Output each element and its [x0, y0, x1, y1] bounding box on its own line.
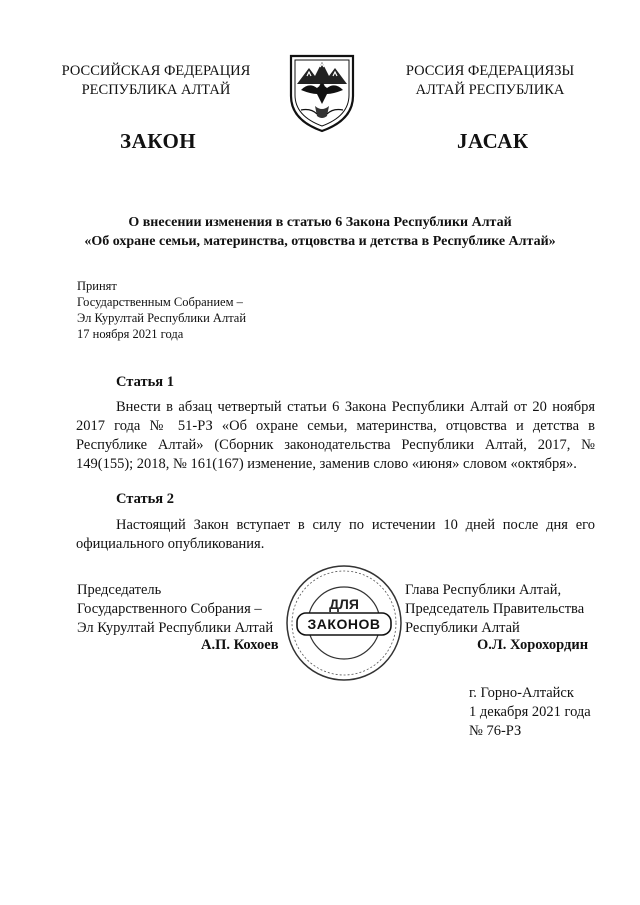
adoption-line1: Принят [77, 279, 117, 293]
country-name-alt: РОССИЯ ФЕДЕРАЦИЯЗЫ [405, 63, 575, 79]
header-right [390, 62, 590, 100]
law-subject-line1: О внесении изменения в статью 6 Закона Республики Алтай [128, 215, 512, 230]
stamp-text-line2: ЗАКОНОВ [307, 616, 381, 632]
signature-right-name: О.Л. Хорохордин [477, 637, 589, 653]
signature-right-line2: Председатель Правительства [405, 601, 585, 617]
republic-name-ru: РЕСПУБЛИКА АЛТАЙ [81, 82, 231, 98]
law-title-ru: ЗАКОН [120, 129, 197, 153]
signature-left-line1: Председатель [77, 582, 162, 598]
signature-left-line2: Государственного Собрания – [77, 601, 262, 617]
signature-right-line3: Республики Алтай [405, 620, 520, 636]
law-subject-line2: «Об охране семьи, материнства, отцовства и детства в Республике Алтай» [84, 234, 556, 249]
footer-block [469, 684, 591, 741]
signature-left [77, 581, 273, 638]
city: г. Горно-Алтайск [469, 685, 574, 701]
coat-of-arms-emblem [287, 50, 357, 134]
header-left [56, 62, 256, 100]
republic-name-alt: АЛТАЙ РЕСПУБЛИКА [415, 82, 565, 98]
adoption-line2: Государственным Собранием – [77, 295, 243, 309]
law-title-alt: JАСАК [457, 129, 529, 153]
law-subject [40, 213, 600, 251]
signature-right [405, 581, 584, 638]
article1-heading: Статья 1 [116, 374, 174, 390]
article2-heading: Статья 2 [116, 491, 174, 507]
signing-date: 1 декабря 2021 года [469, 704, 591, 720]
signature-left-name: А.П. Кохоев [201, 637, 279, 653]
adoption-line3: Эл Курултай Республики Алтай [77, 311, 247, 325]
stamp-text-line1: ДЛЯ [329, 596, 359, 612]
signature-right-line1: Глава Республики Алтай, [405, 582, 562, 598]
official-stamp [284, 563, 404, 683]
adoption-block [77, 278, 246, 342]
law-number: № 76-РЗ [469, 723, 522, 739]
signature-left-line3: Эл Курултай Республики Алтай [77, 620, 274, 636]
country-name-ru: РОССИЙСКАЯ ФЕДЕРАЦИЯ [61, 63, 251, 79]
article1-text: Внести в абзац четвертый статьи 6 Закона Республики Алтай от 20 ноября 2017 года № 51-РЗ «Об охране семьи, материнства, отцовства и детства в Республике Алтай» (Сборник законодательства Республики Алтай, 2017, № 149(155); 2018, № 161(167) изменение, заменив слово «июня» словом «октября». [76, 399, 595, 472]
article2-text: Настоящий Закон вступает в силу по истечении 10 дней после дня его официального опубликования. [76, 517, 595, 552]
adoption-date: 17 ноября 2021 года [77, 327, 184, 341]
